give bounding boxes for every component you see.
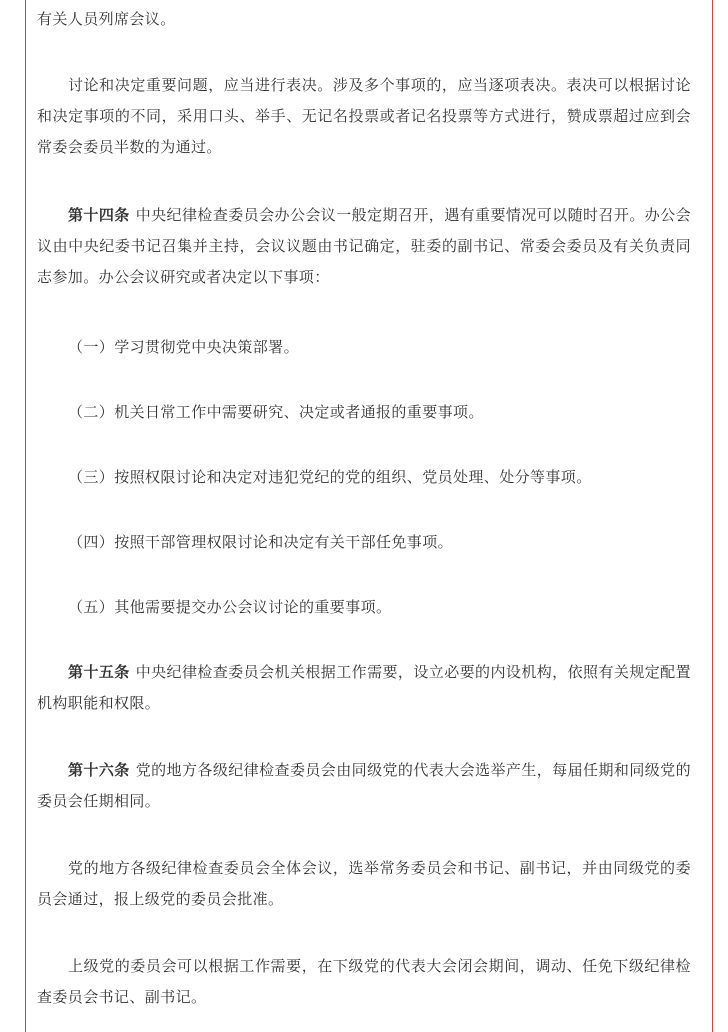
article-15 — [37, 657, 691, 719]
paragraph-appointment — [37, 951, 691, 1013]
list-item-text: （二）机关日常工作中需要研究、决定或者通报的重要事项。 — [68, 403, 484, 421]
article-14 — [37, 200, 691, 293]
paragraph-text: 讨论和决定重要问题，应当进行表决。涉及多个事项的，应当逐项表决。表决可以根据讨论和决定事项的不同，采用口头、举手、无记名投票或者记名投票等方式进行，赞成票超过应到会常委会委员半数的为通过。 — [37, 76, 691, 156]
list-item-5 — [37, 592, 691, 623]
list-item-3 — [37, 462, 691, 493]
article-number: 第十四条 — [68, 206, 130, 224]
article-number: 第十五条 — [68, 663, 130, 681]
list-item-text: （一）学习贯彻党中央决策部署。 — [68, 338, 300, 356]
paragraph-text: 有关人员列席会议。 — [37, 10, 176, 28]
paragraph-text: 党的地方各级纪律检查委员会由同级党的代表大会选举产生，每届任期和同级党的委员会任期相同。 — [37, 761, 691, 810]
article-16 — [37, 755, 691, 817]
list-item-1 — [37, 332, 691, 363]
paragraph-voting — [37, 70, 691, 163]
list-item-text: （三）按照权限讨论和决定对违犯党纪的党的组织、党员处理、处分等事项。 — [68, 468, 592, 486]
list-item-2 — [37, 397, 691, 428]
list-item-4 — [37, 527, 691, 558]
paragraph-text: 中央纪律检查委员会机关根据工作需要，设立必要的内设机构，依照有关规定配置机构职能和权限。 — [37, 663, 691, 712]
list-item-text: （五）其他需要提交办公会议讨论的重要事项。 — [68, 598, 392, 616]
paragraph-text: 党的地方各级纪律检查委员会全体会议，选举常务委员会和书记、副书记，并由同级党的委员会通过，报上级党的委员会批准。 — [37, 859, 691, 908]
paragraph-text: 中央纪律检查委员会办公会议一般定期召开，遇有重要情况可以随时召开。办公会议由中央纪委书记召集并主持，会议议题由书记确定，驻委的副书记、常委会委员及有关负责同志参加。办公会议研究或者决定以下事项： — [37, 206, 691, 286]
article-number: 第十六条 — [68, 761, 130, 779]
paragraph-continuation — [37, 4, 691, 35]
paragraph-text: 上级党的委员会可以根据工作需要，在下级党的代表大会闭会期间，调动、任免下级纪律检查委员会书记、副书记。 — [37, 957, 691, 1006]
list-item-text: （四）按照干部管理权限讨论和决定有关干部任免事项。 — [68, 533, 454, 551]
paragraph-election — [37, 853, 691, 915]
